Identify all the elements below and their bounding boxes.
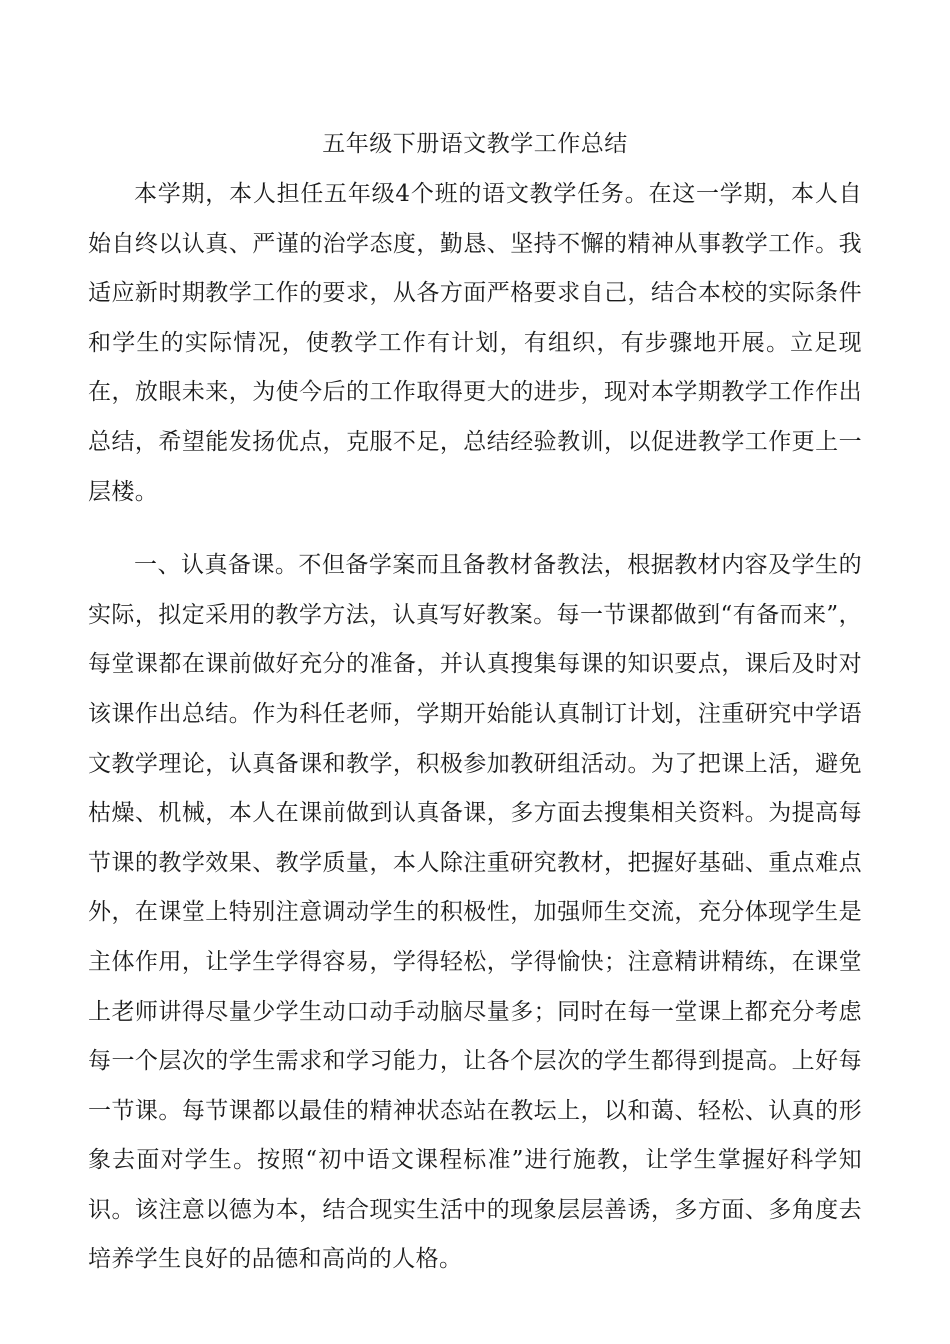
document-body [88, 170, 862, 1285]
document-title: 五年级下册语文教学工作总结 [322, 131, 628, 157]
paragraph-lesson-preparation: 一、认真备课。不但备学案而且备教材备教法，根据教材内容及学生的实际，拟定采用的教学方法，认真写好教案。每一节课都做到“有备而来”，每堂课都在课前做好充分的准备，并认真搜集每课的知识要点，课后及时对该课作出总结。作为科任老师，学期开始能认真制订计划，注重研究中学语文教学理论，认真备课和教学，积极参加教研组活动。为了把课上活，避免枯燥、机械，本人在课前做到认真备课，多方面去搜集相关资料。为提高每节课的教学效果、教学质量，本人除注重研究教材，把握好基础、重点难点外，在课堂上特别注意调动学生的积极性，加强师生交流，充分体现学生是主体作用，让学生学得容易，学得轻松，学得愉快；注意精讲精练，在课堂上老师讲得尽量少学生动口动手动脑尽量多；同时在每一堂课上都充分考虑每一个层次的学生需求和学习能力，让各个层次的学生都得到提高。上好每一节课。每节课都以最佳的精神状态站在教坛上，以和蔼、轻松、认真的形象去面对学生。按照“初中语文课程标准”进行施教，让学生掌握好科学知识。该注意以德为本，结合现实生活中的现象层层善诱，多方面、多角度去培养学生良好的品德和高尚的人格。 [88, 552, 862, 1273]
paragraph-intro: 本学期，本人担任五年级4个班的语文教学任务。在这一学期，本人自始自终以认真、严谨的治学态度，勤恳、坚持不懈的精神从事教学工作。我适应新时期教学工作的要求，从各方面严格要求自己，结合本校的实际条件和学生的实际情况，使教学工作有计划，有组织，有步骤地开展。立足现在，放眼未来，为使今后的工作取得更大的进步，现对本学期教学工作作出总结，希望能发扬优点，克服不足，总结经验教训，以促进教学工作更上一层楼。 [88, 181, 862, 505]
